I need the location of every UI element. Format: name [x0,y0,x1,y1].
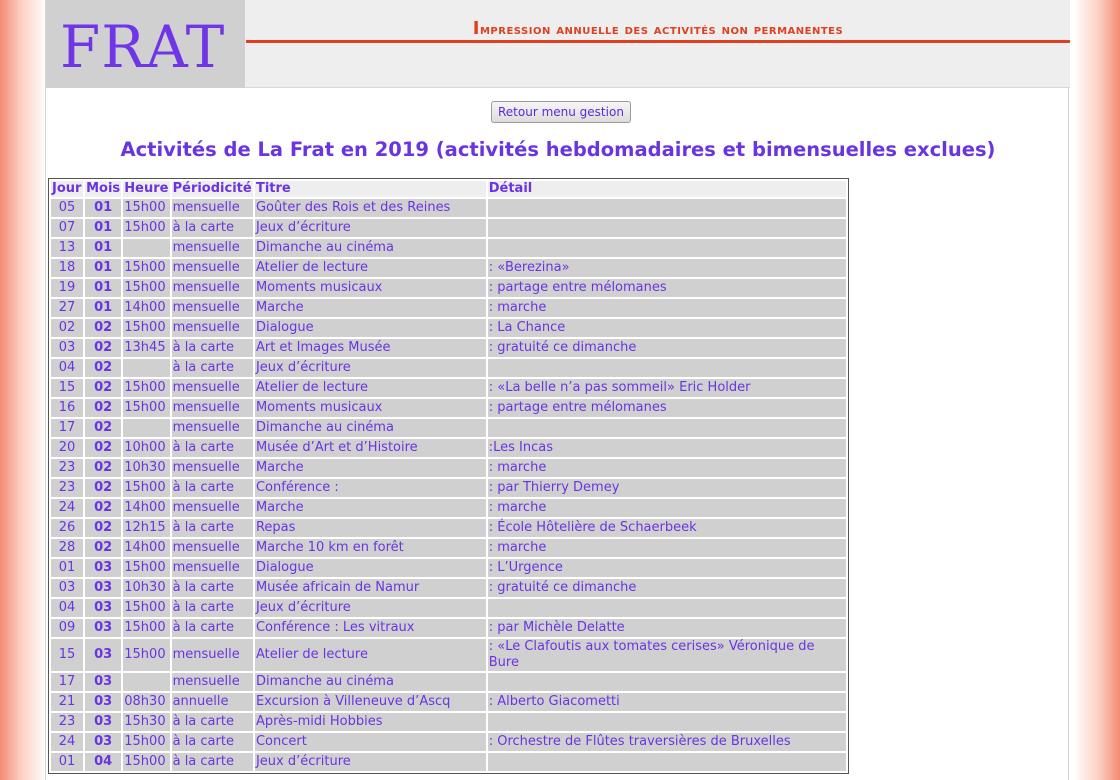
cell-periodicity: mensuelle [172,639,253,671]
cell-time: 15h00 [123,319,169,337]
header-month: Mois [86,181,121,196]
cell-time: 15h00 [123,379,169,397]
back-to-management-menu-button[interactable]: Retour menu gestion [491,101,631,123]
table-row [51,673,846,691]
cell-periodicity: à la carte [172,713,253,731]
table-header-row [51,181,846,197]
table-row [51,419,846,437]
table-row [51,279,846,297]
cell-title: Jeux d’écriture [255,359,486,377]
table-row [51,399,846,417]
cell-detail: : marche [488,459,846,477]
cell-time: 10h30 [123,459,169,477]
cell-periodicity: à la carte [172,599,253,617]
table-row [51,479,846,497]
cell-time: 15h00 [123,559,169,577]
cell-title: Marche [255,499,486,517]
cell-title: Dialogue [255,559,486,577]
cell-periodicity: à la carte [172,359,253,377]
cell-title: Repas [255,519,486,537]
table-row [51,359,846,377]
cell-time: 15h00 [123,733,169,751]
cell-detail [488,599,846,617]
cell-detail: : L’Urgence [488,559,846,577]
cell-time: 13h45 [123,339,169,357]
cell-title: Marche 10 km en forêt [255,539,486,557]
cell-detail [488,673,846,691]
cell-month: 02 [85,479,121,497]
cell-title: Musée africain de Namur [255,579,486,597]
cell-day: 16 [51,399,83,417]
cell-periodicity: mensuelle [172,399,253,417]
cell-title: Dimanche au cinéma [255,673,486,691]
cell-periodicity: mensuelle [172,199,253,217]
cell-month: 02 [85,499,121,517]
header-title: Impression annuelle des activités non permanentes [472,18,844,39]
cell-day: 17 [51,419,83,437]
cell-day: 27 [51,299,83,317]
cell-title: Jeux d’écriture [255,219,486,237]
cell-time: 15h00 [123,199,169,217]
cell-day: 04 [51,599,83,617]
table-row [51,319,846,337]
table-row [51,219,846,237]
cell-day: 24 [51,499,83,517]
cell-month: 02 [85,459,121,477]
cell-detail: : par Michèle Delatte [488,619,846,637]
cell-detail [488,753,846,771]
cell-periodicity: à la carte [172,339,253,357]
table-row [51,519,846,537]
table-row [51,579,846,597]
cell-day: 19 [51,279,83,297]
table-row [51,339,846,357]
cell-time: 15h00 [123,219,169,237]
cell-detail [488,199,846,217]
cell-time: 08h30 [123,693,169,711]
cell-time: 15h30 [123,713,169,731]
cell-day: 23 [51,459,83,477]
activities-table [49,179,848,773]
cell-day: 28 [51,539,83,557]
cell-time: 15h00 [123,599,169,617]
header-day: Jour [52,181,82,196]
table-row [51,199,846,217]
cell-day: 23 [51,713,83,731]
cell-day: 01 [51,753,83,771]
cell-month: 02 [85,359,121,377]
header-time: Heure [124,181,169,196]
cell-time: 15h00 [123,479,169,497]
cell-month: 01 [85,279,121,297]
cell-detail: : «Berezina» [488,259,846,277]
cell-title: Atelier de lecture [255,639,486,671]
cell-month: 03 [85,559,121,577]
table-row [51,239,846,257]
cell-periodicity: mensuelle [172,559,253,577]
cell-detail [488,419,846,437]
cell-day: 01 [51,559,83,577]
cell-time [123,359,169,377]
cell-title: Marche [255,299,486,317]
cell-detail [488,239,846,257]
cell-day: 15 [51,379,83,397]
cell-detail: : Alberto Giacometti [488,693,846,711]
cell-day: 09 [51,619,83,637]
cell-periodicity: à la carte [172,753,253,771]
cell-title: Jeux d’écriture [255,753,486,771]
cell-periodicity: mensuelle [172,259,253,277]
cell-title: Atelier de lecture [255,259,486,277]
table-row [51,713,846,731]
cell-periodicity: à la carte [172,439,253,457]
cell-periodicity: à la carte [172,219,253,237]
cell-detail: : marche [488,539,846,557]
cell-day: 03 [51,339,83,357]
cell-title: Conférence : Les vitraux [255,619,486,637]
cell-day: 07 [51,219,83,237]
cell-detail: : Orchestre de Flûtes traversières de Bruxelles [488,733,846,751]
cell-day: 17 [51,673,83,691]
table-row [51,499,846,517]
cell-periodicity: à la carte [172,619,253,637]
table-row [51,539,846,557]
cell-time: 14h00 [123,299,169,317]
cell-month: 03 [85,599,121,617]
cell-title: Dimanche au cinéma [255,239,486,257]
table-row [51,299,846,317]
header-rule [246,40,1070,43]
cell-time: 14h00 [123,499,169,517]
cell-month: 01 [85,299,121,317]
cell-time [123,419,169,437]
cell-periodicity: mensuelle [172,279,253,297]
cell-title: Atelier de lecture [255,379,486,397]
cell-periodicity: annuelle [172,693,253,711]
cell-month: 02 [85,419,121,437]
cell-day: 26 [51,519,83,537]
cell-title: Moments musicaux [255,399,486,417]
page-title: Activités de La Frat en 2019 (activités hebdomadaires et bimensuelles exclues) [120,138,996,161]
cell-periodicity: mensuelle [172,239,253,257]
cell-time: 10h00 [123,439,169,457]
cell-month: 03 [85,639,121,671]
cell-time [123,673,169,691]
cell-day: 18 [51,259,83,277]
table-row [51,559,846,577]
table-row [51,639,846,671]
cell-day: 23 [51,479,83,497]
cell-month: 02 [85,379,121,397]
header-periodicity: Périodicité [172,181,252,196]
cell-title: Moments musicaux [255,279,486,297]
cell-title: Marche [255,459,486,477]
cell-detail [488,713,846,731]
cell-month: 03 [85,673,121,691]
cell-month: 03 [85,733,121,751]
cell-month: 02 [85,319,121,337]
cell-periodicity: mensuelle [172,319,253,337]
cell-detail: : marche [488,299,846,317]
cell-title: Art et Images Musée [255,339,486,357]
cell-day: 24 [51,733,83,751]
cell-title: Après-midi Hobbies [255,713,486,731]
cell-periodicity: à la carte [172,479,253,497]
cell-time: 10h30 [123,579,169,597]
cell-periodicity: à la carte [172,579,253,597]
cell-time: 12h15 [123,519,169,537]
cell-detail [488,219,846,237]
cell-detail: : partage entre mélomanes [488,279,846,297]
header-detail: Détail [488,181,846,197]
cell-day: 20 [51,439,83,457]
activities-table-container [48,178,849,774]
cell-periodicity: mensuelle [172,459,253,477]
cell-time: 15h00 [123,639,169,671]
cell-month: 01 [85,259,121,277]
cell-title: Dialogue [255,319,486,337]
cell-time: 15h00 [123,259,169,277]
cell-month: 02 [85,539,121,557]
cell-month: 03 [85,579,121,597]
cell-day: 02 [51,319,83,337]
table-row [51,439,846,457]
cell-month: 03 [85,713,121,731]
cell-periodicity: mensuelle [172,379,253,397]
cell-month: 02 [85,399,121,417]
cell-title: Concert [255,733,486,751]
cell-month: 02 [85,439,121,457]
cell-detail: : gratuité ce dimanche [488,339,846,357]
cell-periodicity: à la carte [172,733,253,751]
logo-text: FRAT [60,13,226,81]
logo [46,0,245,88]
cell-time: 14h00 [123,539,169,557]
cell-periodicity: mensuelle [172,539,253,557]
cell-detail: : partage entre mélomanes [488,399,846,417]
cell-month: 04 [85,753,121,771]
cell-periodicity: mensuelle [172,673,253,691]
cell-detail [488,359,846,377]
cell-title: Dimanche au cinéma [255,419,486,437]
cell-month: 02 [85,339,121,357]
cell-detail: : marche [488,499,846,517]
cell-detail: : «Le Clafoutis aux tomates cerises» Véronique de Bure [488,639,846,671]
cell-periodicity: mensuelle [172,299,253,317]
cell-month: 01 [85,219,121,237]
cell-time [123,239,169,257]
table-row [51,753,846,771]
page-container [45,0,1069,780]
cell-day: 13 [51,239,83,257]
table-row [51,619,846,637]
cell-detail: : «La belle n’a pas sommeil» Eric Holder [488,379,846,397]
header [46,0,1070,88]
cell-time: 15h00 [123,399,169,417]
cell-detail: :Les Incas [488,439,846,457]
table-row [51,599,846,617]
cell-time: 15h00 [123,279,169,297]
cell-periodicity: mensuelle [172,499,253,517]
table-row [51,259,846,277]
cell-periodicity: à la carte [172,519,253,537]
cell-month: 01 [85,239,121,257]
table-body [51,199,846,771]
cell-month: 02 [85,519,121,537]
cell-title: Goûter des Rois et des Reines [255,199,486,217]
table-row [51,379,846,397]
cell-day: 03 [51,579,83,597]
cell-day: 15 [51,639,83,671]
table-row [51,693,846,711]
cell-time: 15h00 [123,619,169,637]
cell-detail: : par Thierry Demey [488,479,846,497]
cell-detail: : École Hôtelière de Schaerbeek [488,519,846,537]
table-row [51,459,846,477]
cell-month: 03 [85,619,121,637]
cell-day: 04 [51,359,83,377]
cell-detail: : gratuité ce dimanche [488,579,846,597]
cell-title: Conférence : [255,479,486,497]
table-row [51,733,846,751]
cell-detail: : La Chance [488,319,846,337]
cell-title: Jeux d’écriture [255,599,486,617]
cell-month: 01 [85,199,121,217]
cell-title: Excursion à Villeneuve d’Ascq [255,693,486,711]
cell-day: 05 [51,199,83,217]
cell-day: 21 [51,693,83,711]
cell-time: 15h00 [123,753,169,771]
cell-month: 03 [85,693,121,711]
header-title: Titre [255,181,486,197]
cell-title: Musée d’Art et d’Histoire [255,439,486,457]
cell-periodicity: mensuelle [172,419,253,437]
